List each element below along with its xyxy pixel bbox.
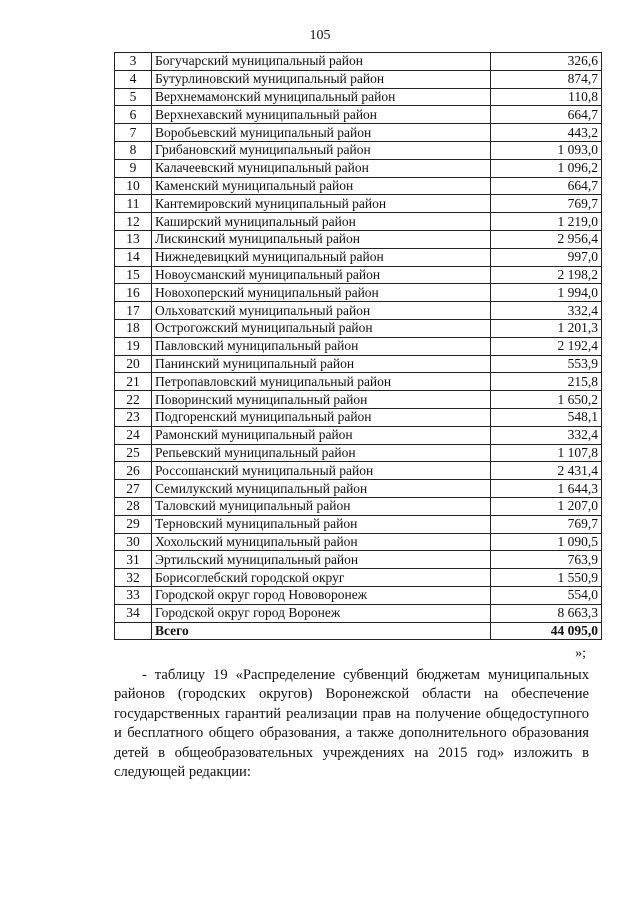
table-row	[115, 337, 602, 355]
body-paragraph: - таблицу 19 «Распределение субвенций бюджетам муниципальных районов (городских округов) Воронежской области на обеспечение государственных гарантий реализации прав на получение общедоступного и бесплатного общего образования, а также дополнительного образования детей в общеобразовательных учреждениях на 2015 год» изложить в следующей редакции:	[114, 667, 589, 781]
subvention-amount: 2 956,4	[491, 230, 602, 248]
table-row	[115, 319, 602, 337]
row-number: 23	[115, 408, 152, 426]
table-row	[115, 426, 602, 444]
district-name: Бутурлиновский муниципальный район	[152, 70, 491, 88]
table-row	[115, 266, 602, 284]
subvention-amount: 769,7	[491, 195, 602, 213]
table-row	[115, 70, 602, 88]
row-number: 9	[115, 159, 152, 177]
subvention-amount: 1 093,0	[491, 141, 602, 159]
subvention-amount: 664,7	[491, 177, 602, 195]
row-number: 33	[115, 586, 152, 604]
row-number: 18	[115, 319, 152, 337]
row-number: 22	[115, 391, 152, 409]
subvention-amount: 443,2	[491, 124, 602, 142]
district-name: Россошанский муниципальный район	[152, 462, 491, 480]
subvention-amount: 769,7	[491, 515, 602, 533]
row-number: 11	[115, 195, 152, 213]
district-name: Павловский муниципальный район	[152, 337, 491, 355]
row-number: 15	[115, 266, 152, 284]
subvention-amount: 553,9	[491, 355, 602, 373]
table-row	[115, 213, 602, 231]
row-number: 25	[115, 444, 152, 462]
table-row	[115, 124, 602, 142]
row-number: 16	[115, 284, 152, 302]
subvention-amount: 44 095,0	[491, 622, 602, 640]
table-row	[115, 230, 602, 248]
district-name: Городской округ город Нововоронеж	[152, 586, 491, 604]
district-name: Городской округ город Воронеж	[152, 604, 491, 622]
subvention-amount: 997,0	[491, 248, 602, 266]
table-row	[115, 302, 602, 320]
district-name: Семилукский муниципальный район	[152, 480, 491, 498]
district-name: Терновский муниципальный район	[152, 515, 491, 533]
table-row	[115, 195, 602, 213]
table-row	[115, 569, 602, 587]
table-row	[115, 515, 602, 533]
row-number: 20	[115, 355, 152, 373]
row-number: 8	[115, 141, 152, 159]
row-number: 24	[115, 426, 152, 444]
district-name: Каширский муниципальный район	[152, 213, 491, 231]
subvention-amount: 1 096,2	[491, 159, 602, 177]
subvention-amount: 110,8	[491, 88, 602, 106]
district-name: Верхнехавский муниципальный район	[152, 106, 491, 124]
row-number: 21	[115, 373, 152, 391]
subvention-amount: 8 663,3	[491, 604, 602, 622]
row-number: 13	[115, 230, 152, 248]
row-number: 26	[115, 462, 152, 480]
subvention-amount: 2 192,4	[491, 337, 602, 355]
district-name: Борисоглебский городской округ	[152, 569, 491, 587]
table-body	[115, 53, 602, 640]
row-number	[115, 622, 152, 640]
row-number: 29	[115, 515, 152, 533]
table-row	[115, 444, 602, 462]
row-number: 4	[115, 70, 152, 88]
district-name: Острогожский муниципальный район	[152, 319, 491, 337]
row-number: 34	[115, 604, 152, 622]
table-row	[115, 177, 602, 195]
subvention-amount: 1 994,0	[491, 284, 602, 302]
district-name: Петропавловский муниципальный район	[152, 373, 491, 391]
table-row	[115, 462, 602, 480]
district-name: Калачеевский муниципальный район	[152, 159, 491, 177]
subvention-amount: 326,6	[491, 53, 602, 71]
subvention-amount: 1 644,3	[491, 480, 602, 498]
district-name: Нижнедевицкий муниципальный район	[152, 248, 491, 266]
subvention-amount: 332,4	[491, 426, 602, 444]
table-row	[115, 551, 602, 569]
subventions-table	[114, 52, 602, 640]
table-row	[115, 141, 602, 159]
row-number: 30	[115, 533, 152, 551]
subvention-amount: 2 431,4	[491, 462, 602, 480]
district-name: Каменский муниципальный район	[152, 177, 491, 195]
subvention-amount: 1 650,2	[491, 391, 602, 409]
district-name: Новохоперский муниципальный район	[152, 284, 491, 302]
table-row	[115, 248, 602, 266]
table-row	[115, 53, 602, 71]
district-name: Хохольский муниципальный район	[152, 533, 491, 551]
table-row	[115, 355, 602, 373]
table-row	[115, 88, 602, 106]
table-total-row	[115, 622, 602, 640]
district-name: Грибановский муниципальный район	[152, 141, 491, 159]
table-row	[115, 586, 602, 604]
row-number: 7	[115, 124, 152, 142]
row-number: 10	[115, 177, 152, 195]
row-number: 32	[115, 569, 152, 587]
closing-quote: »;	[575, 646, 586, 661]
table-row	[115, 159, 602, 177]
subvention-amount: 215,8	[491, 373, 602, 391]
district-name: Кантемировский муниципальный район	[152, 195, 491, 213]
subvention-amount: 1 550,9	[491, 569, 602, 587]
table-row	[115, 497, 602, 515]
district-name: Новоусманский муниципальный район	[152, 266, 491, 284]
district-name: Всего	[152, 622, 491, 640]
table-row	[115, 284, 602, 302]
table-row	[115, 373, 602, 391]
district-name: Верхнемамонский муниципальный район	[152, 88, 491, 106]
subvention-amount: 763,9	[491, 551, 602, 569]
district-name: Воробьевский муниципальный район	[152, 124, 491, 142]
row-number: 3	[115, 53, 152, 71]
table-row	[115, 408, 602, 426]
district-name: Репьевский муниципальный район	[152, 444, 491, 462]
row-number: 17	[115, 302, 152, 320]
subvention-amount: 332,4	[491, 302, 602, 320]
row-number: 14	[115, 248, 152, 266]
table-row	[115, 480, 602, 498]
row-number: 28	[115, 497, 152, 515]
row-number: 19	[115, 337, 152, 355]
table-row	[115, 604, 602, 622]
district-name: Богучарский муниципальный район	[152, 53, 491, 71]
row-number: 27	[115, 480, 152, 498]
table-row	[115, 391, 602, 409]
district-name: Рамонский муниципальный район	[152, 426, 491, 444]
district-name: Эртильский муниципальный район	[152, 551, 491, 569]
district-name: Лискинский муниципальный район	[152, 230, 491, 248]
table-row	[115, 106, 602, 124]
subvention-amount: 1 090,5	[491, 533, 602, 551]
district-name: Панинский муниципальный район	[152, 355, 491, 373]
subvention-amount: 874,7	[491, 70, 602, 88]
row-number: 5	[115, 88, 152, 106]
subvention-amount: 1 107,8	[491, 444, 602, 462]
subvention-amount: 554,0	[491, 586, 602, 604]
district-name: Таловский муниципальный район	[152, 497, 491, 515]
district-name: Подгоренский муниципальный район	[152, 408, 491, 426]
subvention-amount: 2 198,2	[491, 266, 602, 284]
subvention-amount: 1 207,0	[491, 497, 602, 515]
table-row	[115, 533, 602, 551]
row-number: 12	[115, 213, 152, 231]
row-number: 6	[115, 106, 152, 124]
row-number: 31	[115, 551, 152, 569]
district-name: Ольховатский муниципальный район	[152, 302, 491, 320]
page-number: 105	[309, 28, 331, 43]
subvention-amount: 664,7	[491, 106, 602, 124]
subvention-amount: 548,1	[491, 408, 602, 426]
subvention-amount: 1 201,3	[491, 319, 602, 337]
subvention-amount: 1 219,0	[491, 213, 602, 231]
district-name: Поворинский муниципальный район	[152, 391, 491, 409]
